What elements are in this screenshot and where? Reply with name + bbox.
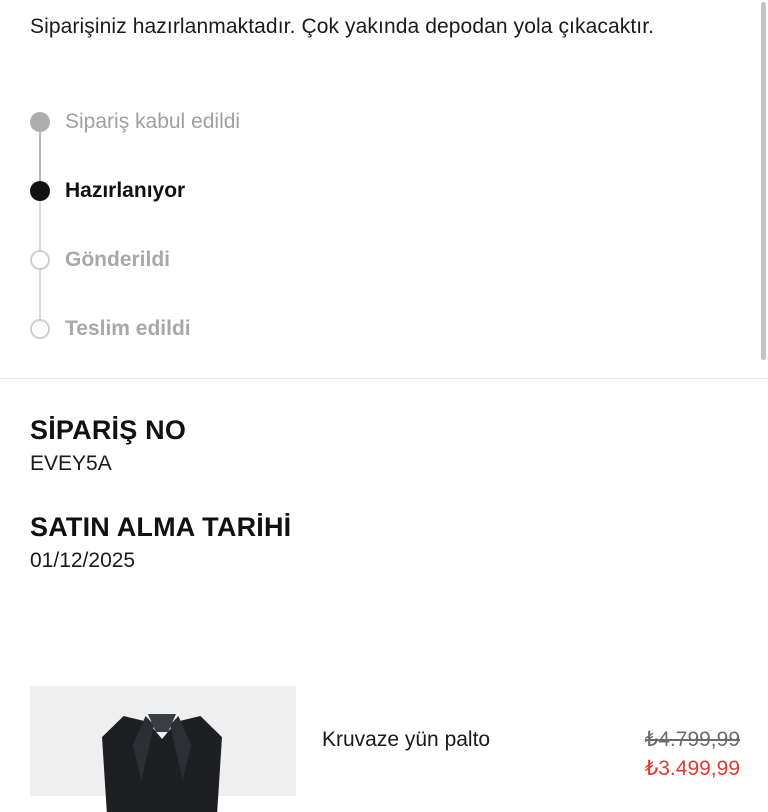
product-price-original: ₺4.799,99 (644, 728, 740, 751)
status-dot-empty-icon (30, 319, 50, 339)
product-thumbnail[interactable] (30, 686, 296, 796)
order-info-section (30, 415, 630, 573)
order-status-timeline (30, 108, 630, 384)
order-line-item[interactable] (30, 686, 740, 796)
timeline-step-accepted (30, 108, 630, 177)
product-price-sale: ₺3.499,99 (644, 757, 740, 780)
purchase-date-value: 01/12/2025 (30, 549, 136, 572)
order-status-message: Siparişiniz hazırlanmaktadır. Çok yakında depodan yola çıkacaktır. (30, 15, 655, 38)
purchase-date-title: SATIN ALMA TARİHİ (30, 512, 292, 542)
status-dot-empty-icon (30, 250, 50, 270)
page-scrollbar[interactable] (760, 0, 768, 768)
order-number-title: SİPARİŞ NO (30, 415, 187, 445)
status-dot-current-icon (30, 181, 50, 201)
timeline-step-label: Gönderildi (65, 248, 170, 271)
timeline-step-label: Hazırlanıyor (65, 179, 186, 202)
order-number-value: EVEY5A (30, 452, 112, 475)
timeline-step-label: Teslim edildi (65, 317, 191, 340)
product-prices (600, 686, 740, 784)
product-name[interactable]: Kruvaze yün palto (322, 728, 491, 751)
timeline-step-preparing (30, 177, 630, 246)
section-divider (0, 378, 768, 379)
timeline-step-label: Sipariş kabul edildi (65, 110, 241, 133)
timeline-step-shipped (30, 246, 630, 315)
page-scrollbar-thumb[interactable] (761, 2, 766, 360)
timeline-step-delivered (30, 315, 630, 384)
status-dot-filled-icon (30, 112, 50, 132)
